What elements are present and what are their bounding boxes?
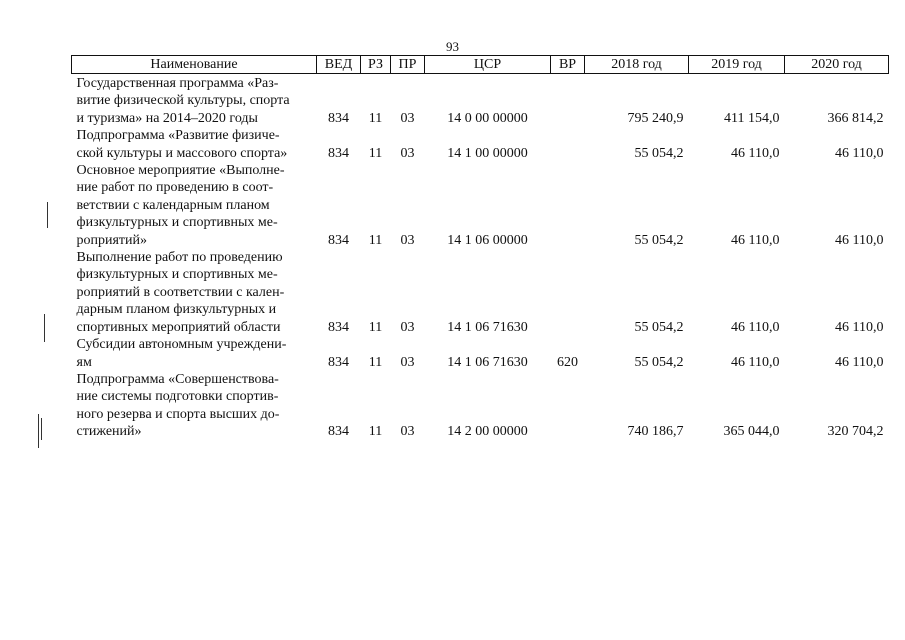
header-2020: 2020 год xyxy=(785,56,889,74)
cell-vr: 620 xyxy=(557,354,578,370)
table-row xyxy=(72,336,889,371)
cell-vr xyxy=(551,371,585,441)
cell-pr: 03 xyxy=(400,145,415,161)
name-line: Основное мероприятие «Выполне- xyxy=(76,163,285,179)
cell-name xyxy=(72,162,317,249)
header-csr: ЦСР xyxy=(425,56,551,74)
name-line: ного резерва и спорта высших до- xyxy=(76,406,280,422)
cell-csr: 14 0 00 00000 xyxy=(447,110,528,126)
cell-2019: 46 110,0 xyxy=(731,354,780,370)
cell-csr: 14 1 06 00000 xyxy=(447,232,528,248)
cell-2019: 365 044,0 xyxy=(723,424,780,440)
name-line: Выполнение работ по проведению xyxy=(76,250,283,266)
cell-ved: 834 xyxy=(328,354,349,370)
cell-vr xyxy=(551,74,585,128)
name-line: витие физической культуры, спорта xyxy=(76,93,290,109)
cell-rz: 11 xyxy=(368,354,383,370)
cell-name xyxy=(72,249,317,336)
header-2018: 2018 год xyxy=(585,56,689,74)
cell-2020: 46 110,0 xyxy=(835,319,884,335)
cell-rz: 11 xyxy=(368,319,383,335)
cell-2018: 55 054,2 xyxy=(634,319,684,335)
cell-ved: 834 xyxy=(328,424,349,440)
cell-2018: 740 186,7 xyxy=(627,424,684,440)
name-line: Государственная программа «Раз- xyxy=(76,76,279,91)
name-line: спортивных мероприятий области xyxy=(76,319,281,335)
name-line: Подпрограмма «Совершенствова- xyxy=(76,371,279,387)
cell-rz: 11 xyxy=(368,232,383,248)
name-line: ветствии с календарным планом xyxy=(76,197,270,213)
cell-2019: 46 110,0 xyxy=(731,232,780,248)
table-row xyxy=(72,162,889,249)
cell-rz: 11 xyxy=(368,110,383,126)
cell-2018: 795 240,9 xyxy=(627,110,684,126)
cell-vr xyxy=(551,127,585,162)
table-row xyxy=(72,371,889,441)
page-number: 93 xyxy=(446,39,459,54)
scan-margin-mark xyxy=(38,414,39,448)
name-line: и туризма» на 2014–2020 годы xyxy=(76,110,258,126)
cell-pr: 03 xyxy=(400,232,415,248)
name-line: ние системы подготовки спортив- xyxy=(76,389,279,405)
cell-2020: 46 110,0 xyxy=(835,354,884,370)
cell-pr: 03 xyxy=(400,319,415,335)
cell-2018: 55 054,2 xyxy=(634,354,684,370)
cell-ved: 834 xyxy=(328,145,349,161)
name-line: физкультурных и спортивных ме- xyxy=(76,267,278,283)
cell-vr xyxy=(551,249,585,336)
table-header-row xyxy=(72,56,889,74)
cell-2019: 411 154,0 xyxy=(724,110,780,126)
cell-name xyxy=(72,74,317,128)
header-name: Наименование xyxy=(72,56,317,74)
cell-2020: 46 110,0 xyxy=(835,145,884,161)
scan-margin-mark xyxy=(47,202,48,228)
cell-2020: 366 814,2 xyxy=(827,110,884,126)
cell-2018: 55 054,2 xyxy=(634,232,684,248)
name-line: дарным планом физкультурных и xyxy=(76,302,277,318)
cell-pr: 03 xyxy=(400,110,415,126)
name-line: физкультурных и спортивных ме- xyxy=(76,215,278,231)
cell-ved: 834 xyxy=(328,232,349,248)
cell-csr: 14 1 06 71630 xyxy=(447,319,528,335)
cell-name xyxy=(72,127,317,162)
name-line: Субсидии автономным учреждени- xyxy=(76,337,287,353)
name-line: ской культуры и массового спорта» xyxy=(76,145,288,161)
cell-name xyxy=(72,371,317,441)
name-line: роприятий в соответствии с кален- xyxy=(76,284,285,300)
header-pr: ПР xyxy=(391,56,425,74)
cell-2020: 46 110,0 xyxy=(835,232,884,248)
cell-csr: 14 1 06 71630 xyxy=(447,354,528,370)
header-rz: РЗ xyxy=(361,56,391,74)
cell-pr: 03 xyxy=(400,424,415,440)
cell-2018: 55 054,2 xyxy=(634,145,684,161)
cell-ved: 834 xyxy=(328,319,349,335)
cell-csr: 14 2 00 00000 xyxy=(447,424,528,440)
name-line: стижений» xyxy=(76,424,142,440)
table-body xyxy=(72,74,889,441)
scan-margin-mark xyxy=(44,314,45,342)
name-line: ние работ по проведению в соот- xyxy=(76,180,274,196)
table-row xyxy=(72,74,889,128)
cell-rz: 11 xyxy=(368,424,383,440)
cell-name xyxy=(72,336,317,371)
cell-rz: 11 xyxy=(368,145,383,161)
cell-ved: 834 xyxy=(328,110,349,126)
cell-2019: 46 110,0 xyxy=(731,319,780,335)
name-line: роприятий» xyxy=(76,232,148,248)
budget-table xyxy=(71,55,889,441)
cell-2019: 46 110,0 xyxy=(731,145,780,161)
cell-2020: 320 704,2 xyxy=(827,424,884,440)
name-line: Подпрограмма «Развитие физиче- xyxy=(76,128,280,144)
cell-pr: 03 xyxy=(400,354,415,370)
table-row xyxy=(72,127,889,162)
cell-vr xyxy=(551,162,585,249)
cell-csr: 14 1 00 00000 xyxy=(447,145,528,161)
header-2019: 2019 год xyxy=(689,56,785,74)
table-row xyxy=(72,249,889,336)
header-vr: ВР xyxy=(551,56,585,74)
name-line: ям xyxy=(76,354,92,370)
scan-margin-mark xyxy=(41,418,42,440)
header-ved: ВЕД xyxy=(317,56,361,74)
